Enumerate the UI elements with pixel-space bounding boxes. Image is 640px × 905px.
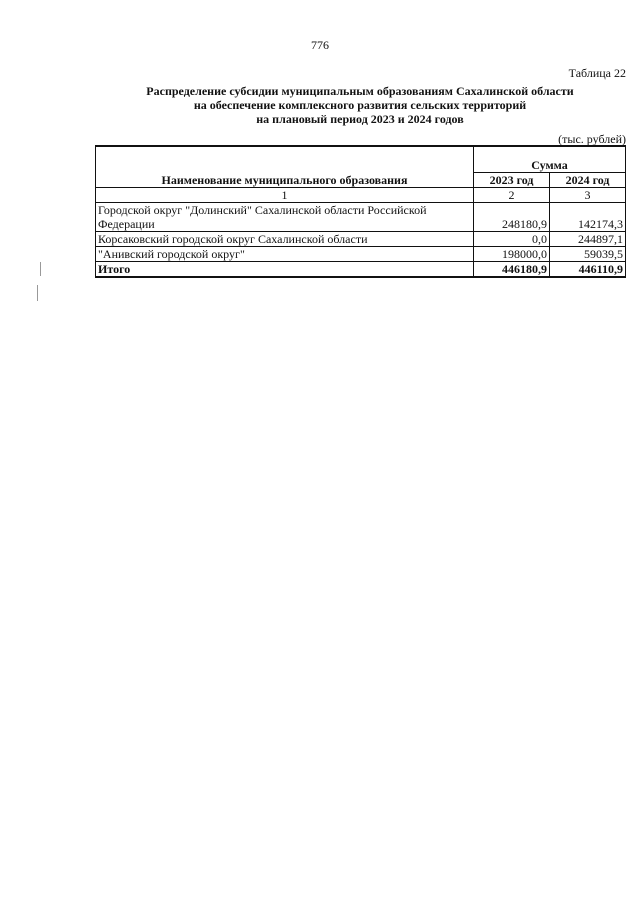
scan-artifact xyxy=(40,262,41,276)
total-row xyxy=(96,261,626,277)
document-title xyxy=(60,84,640,126)
table-row xyxy=(96,231,626,246)
total-label: Итого xyxy=(96,261,474,277)
subsidy-table xyxy=(95,145,626,278)
column-number-row xyxy=(96,187,626,202)
value-2024: 59039,5 xyxy=(550,246,626,261)
units-label: (тыс. рублей) xyxy=(558,132,626,146)
scan-artifact xyxy=(37,285,38,301)
header-year-2024: 2024 год xyxy=(550,172,626,187)
title-line-2: на обеспечение комплексного развития сельских территорий xyxy=(193,98,527,112)
municipality-name: Корсаковский городской округ Сахалинской области xyxy=(96,231,474,246)
municipality-name: "Анивский городской округ" xyxy=(96,246,474,261)
title-line-1: Распределение субсидии муниципальным образованиям Сахалинской области xyxy=(146,84,574,98)
value-2024: 142174,3 xyxy=(550,202,626,231)
total-2024: 446110,9 xyxy=(550,261,626,277)
value-2023: 0,0 xyxy=(474,231,550,246)
header-year-2023: 2023 год xyxy=(474,172,550,187)
header-municipality: Наименование муниципального образования xyxy=(96,146,474,187)
value-2023: 248180,9 xyxy=(474,202,550,231)
municipality-name: Городской округ "Долинский" Сахалинской области Российской Федерации xyxy=(96,202,474,231)
table-row xyxy=(96,246,626,261)
table-label: Таблица 22 xyxy=(568,66,626,80)
table-row xyxy=(96,202,626,231)
title-line-3: на плановый период 2023 и 2024 годов xyxy=(256,112,464,126)
column-number: 2 xyxy=(474,187,550,202)
column-number: 3 xyxy=(550,187,626,202)
value-2023: 198000,0 xyxy=(474,246,550,261)
header-sum: Сумма xyxy=(474,146,626,172)
column-number: 1 xyxy=(96,187,474,202)
value-2024: 244897,1 xyxy=(550,231,626,246)
page-number: 776 xyxy=(311,38,329,52)
total-2023: 446180,9 xyxy=(474,261,550,277)
